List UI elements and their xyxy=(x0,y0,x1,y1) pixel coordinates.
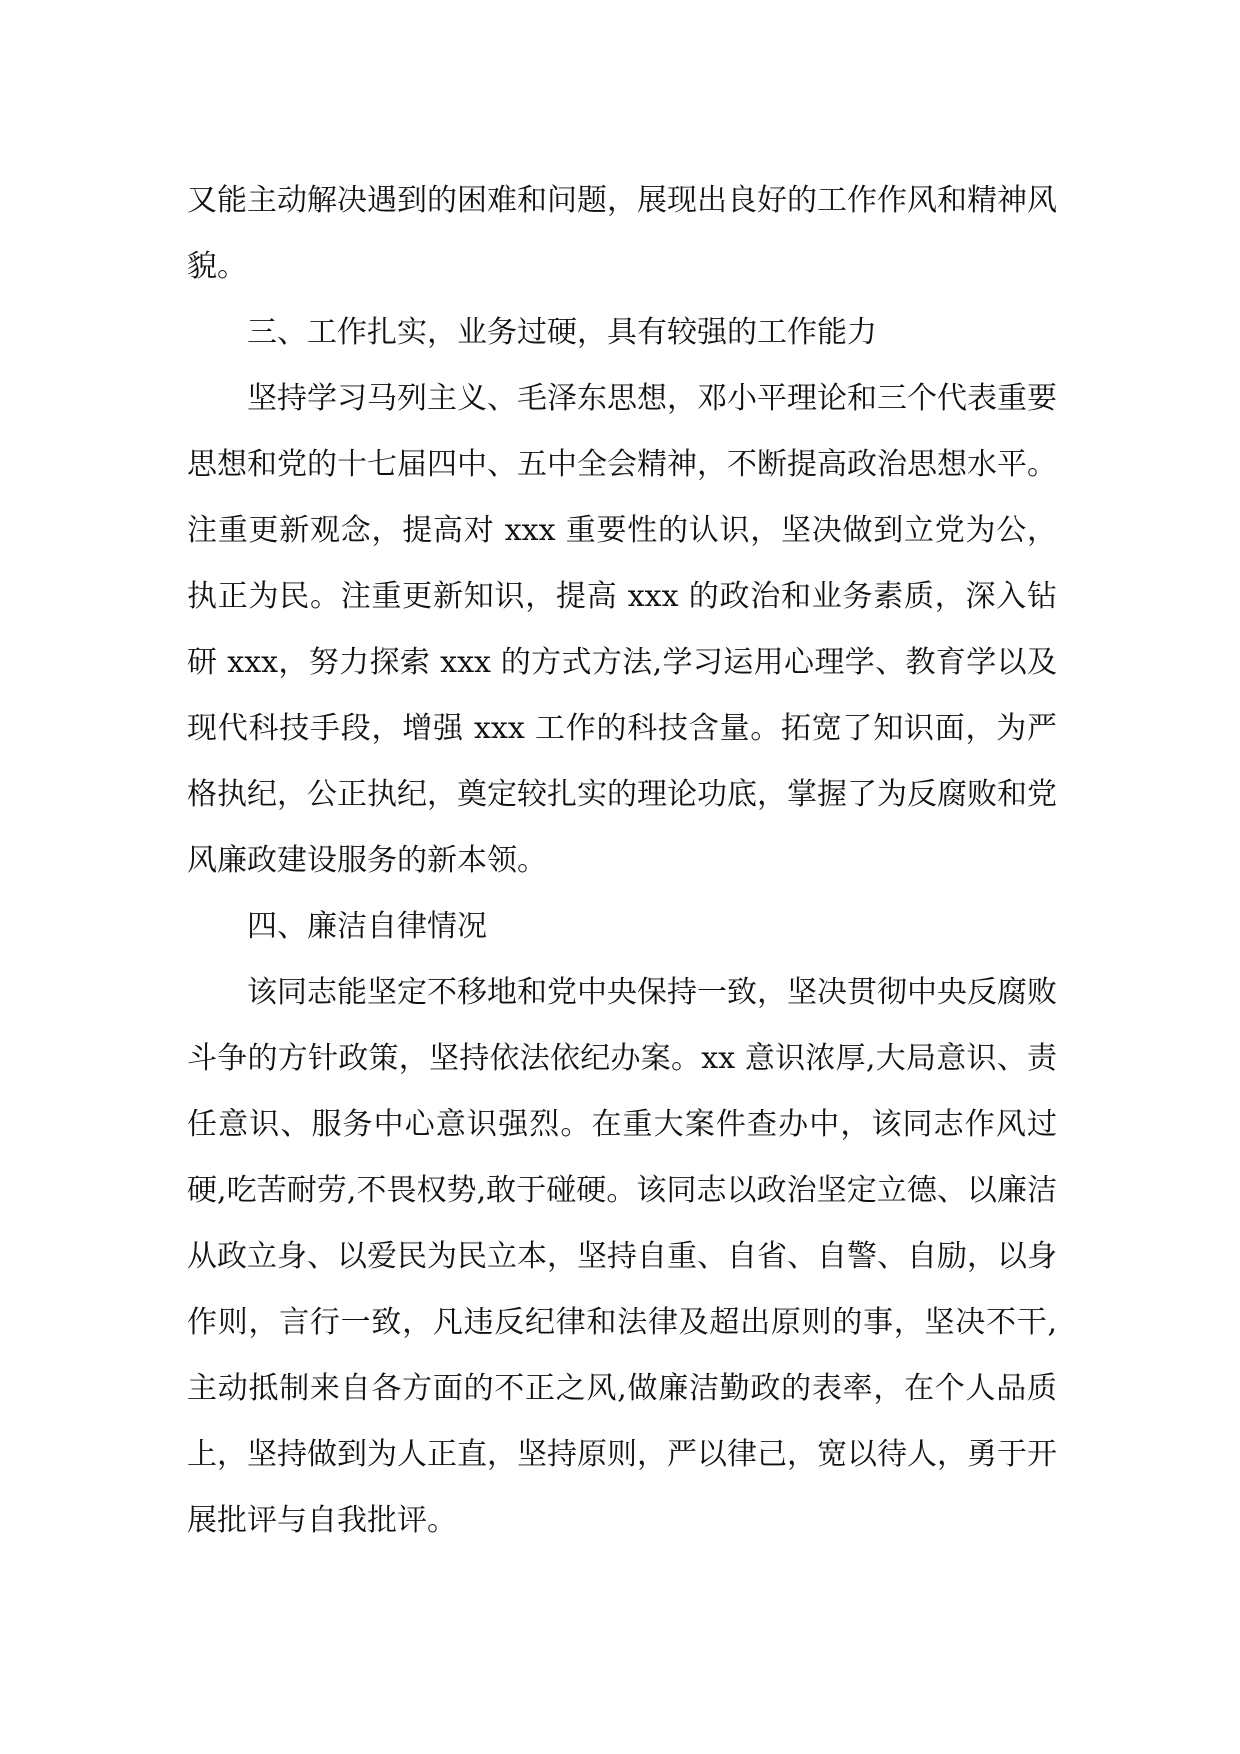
paragraph-work-ability: 坚持学习马列主义、毛泽东思想，邓小平理论和三个代表重要思想和党的十七届四中、五中全会精神，不断提高政治思想水平。注重更新观念，提高对 xxx 重要性的认识，坚决做到立党为公，执正为民。注重更新知识，提高 xxx 的政治和业务素质，深入钻研 xxx，努力探索 xxx 的方式方法,学习运用心理学、教育学以及现代科技手段，增强 xxx 工作的科技含量。拓宽了知识面，为严格执纪，公正执纪，奠定较扎实的理论功底，掌握了为反腐败和党风廉政建设服务的新本领。 xyxy=(187,381,1057,878)
section-heading-3: 三、工作扎实，业务过硬，具有较强的工作能力 xyxy=(247,315,877,350)
paragraph-continuation: 又能主动解决遇到的困难和问题，展现出良好的工作作风和精神风貌。 xyxy=(187,183,1057,284)
paragraph-integrity: 该同志能坚定不移地和党中央保持一致，坚决贯彻中央反腐败斗争的方针政策，坚持依法依纪办案。xx 意识浓厚,大局意识、责任意识、服务中心意识强烈。在重大案件查办中，该同志作风过硬,吃苦耐劳,不畏权势,敢于碰硬。该同志以政治坚定立德、以廉洁从政立身、以爱民为民立本，坚持自重、自省、自警、自励，以身作则，言行一致，凡违反纪律和法律及超出原则的事，坚决不干,主动抵制来自各方面的不正之风,做廉洁勤政的表率，在个人品质上，坚持做到为人正直，坚持原则，严以律己，宽以待人，勇于开展批评与自我批评。 xyxy=(187,975,1057,1538)
document-body xyxy=(187,168,1057,1554)
section-heading-4: 四、廉洁自律情况 xyxy=(247,909,487,944)
